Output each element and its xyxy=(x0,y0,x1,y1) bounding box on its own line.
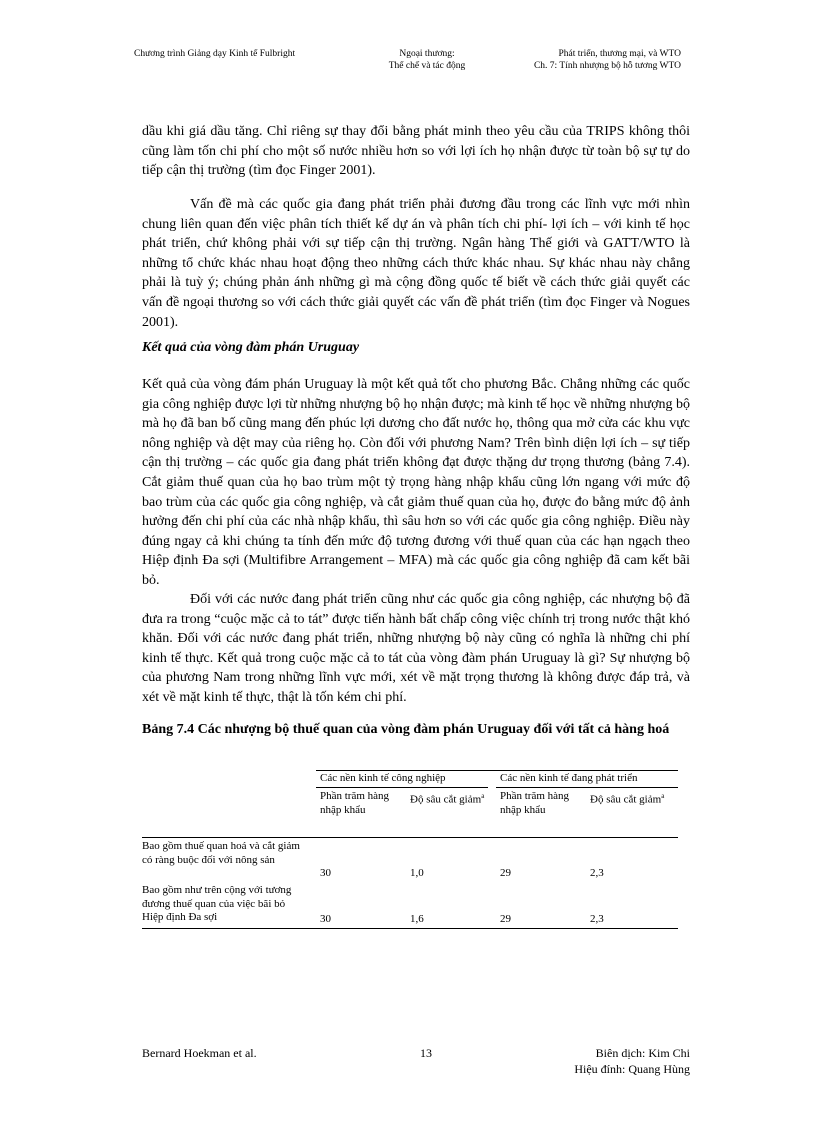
header-middle xyxy=(387,48,467,72)
table-row-1-ind-share: 30 xyxy=(320,867,331,879)
table-row-1-dev-depth: 2,3 xyxy=(590,867,604,879)
paragraph-3: Kết quả của vòng đám phán Uruguay là một kết quả tốt cho phương Bắc. Chẳng những các quốc gia công nghiệp được lợi từ những nhượng bộ họ nhận được; mà kinh tế học về những nhượng bộ mà họ đã ban bố cũng mang đến phúc lợi dương cho đất nước họ, thông qua mở cửa các khu vực nông nghiệp và dệt may của riêng họ. Còn đối với phương Nam? Trên bình diện lợi ích – sự tiếp cận thị trường – các quốc gia đang phát triển không đạt được thặng dư trọng thương (bảng 7.4). Cắt giảm thuế quan của họ bao trùm một tỷ trọng hàng nhập khẩu cũng lớn ngang với mức độ bao trùm của các quốc gia công nghiệp, và cắt giảm thuế quan của họ, được đo bằng mức độ ảnh hưởng đến chi phí của các nhà nhập khẩu, thì sâu hơn so với các quốc gia công nghiệp. Điều này đúng ngay cả khi chúng ta tính đến mức độ tương đương với thuế quan của các hạn ngạch theo Hiệp định Đa sợi (Multifibre Arrangement – MFA) mà các quốc gia công nghiệp đã cam kết bãi bỏ. xyxy=(142,377,690,588)
group-header-developing: Các nền kinh tế đang phát triển xyxy=(500,772,638,784)
table-row-1-dev-share: 29 xyxy=(500,867,511,879)
section-heading: Kết quả của vòng đàm phán Uruguay xyxy=(142,340,360,355)
header-right-line2: Ch. 7: Tính nhượng bộ hỗ tương WTO xyxy=(533,61,681,71)
footer-editor: Hiệu đính: Quang Hùng xyxy=(574,1062,690,1076)
header-right-line1: Phát triển, thương mại, và WTO xyxy=(558,49,681,59)
col-header-dev-depth-text: Độ sâu cắt giảm xyxy=(590,793,662,806)
paragraph-1: dầu khi giá dầu tăng. Chỉ riêng sự thay đổi bằng phát minh theo yêu cầu của TRIPS không thôi cũng làm tốn chi phí cho một số nước nhiều hơn so với lợi ích họ nhận được từ toàn bộ sự tự do tiếp cận thị trường (tìm đọc Finger 2001). xyxy=(142,124,690,179)
table-row-2-dev-depth: 2,3 xyxy=(590,913,604,925)
paragraph-2: Vấn đề mà các quốc gia đang phát triển phải đương đầu trong các lĩnh vực mới nhìn chung liên quan đến việc phân tích thiết kế dự án và phân tích chi phí- lợi ích – với kinh tế học phát triển, chứ không phải với sự tiếp cận thị trường. Ngân hàng Thế giới và GATT/WTO là những tổ chức khác nhau hoạt động theo những cách thức khác nhau. Sự khác nhau này chẳng phải là tuỳ ý; chúng phản ánh những gì mà cộng đồng quốc tế biết về cách thức giải quyết các vấn đề ngoại thương so với cách thức giải quyết các vấn đề phát triển (tìm đọc Finger và Nogues 2001). xyxy=(142,197,690,330)
header-right xyxy=(511,48,681,72)
paragraph-4: Đối với các nước đang phát triển cũng như các quốc gia công nghiệp, các nhượng bộ đã đưa ra trong “cuộc mặc cả to tát” được tiến hành bất chấp công việc chính trị trong nước thật khó khăn. Đối với các nước đang phát triển, những nhượng bộ này cũng có nghĩa là những chi phí kinh tế thực. Kết quả trong cuộc mặc cả to tát của vòng đàm phán Uruguay là gì? Sự nhượng bộ của phương Nam trong những lĩnh vực mới, xét về mặt trọng thương là không được đáp trả, và xét về mặt kinh tế thực, thật là tốn kém chi phí. xyxy=(142,592,690,705)
header-middle-line2: Thể chế và tác động xyxy=(388,61,466,71)
table-row-2-ind-depth: 1,6 xyxy=(410,913,424,925)
col-header-ind-depth xyxy=(410,790,490,807)
table-row-1-label: Bao gồm thuế quan hoá và cắt giảm có ràng buộc đối với nông sản xyxy=(142,840,300,866)
footer-credits xyxy=(520,1045,690,1077)
table-title: Bảng 7.4 Các nhượng bộ thuế quan của vòng đàm phán Uruguay đối với tất cả hàng hoá xyxy=(142,722,670,737)
table-row-1-ind-depth: 1,0 xyxy=(410,867,424,879)
table-header-rule xyxy=(142,837,678,838)
table-row-2-dev-share: 29 xyxy=(500,913,511,925)
footer-author: Bernard Hoekman et al. xyxy=(142,1046,257,1060)
table-row-2-label: Bao gồm như trên cộng với tương đương thuế quan của việc bãi bỏ Hiệp định Đa sợi xyxy=(142,884,292,923)
group-rule-industrial xyxy=(316,787,488,788)
col-header-ind-share: Phần trăm hàng nhập khẩu xyxy=(320,790,390,816)
footer-translator: Biên dịch: Kim Chi xyxy=(595,1046,690,1060)
col-header-dev-share: Phần trăm hàng nhập khẩu xyxy=(500,790,570,816)
table-bottom-rule xyxy=(142,928,678,929)
table-row-2-ind-share: 30 xyxy=(320,913,331,925)
group-rule-developing xyxy=(496,787,678,788)
col-header-dev-depth-sup: a xyxy=(661,792,665,800)
header-left: Chương trình Giảng dạy Kinh tế Fulbright xyxy=(134,49,296,59)
col-header-dev-depth xyxy=(590,790,678,807)
group-header-industrial: Các nền kinh tế công nghiệp xyxy=(320,772,446,784)
col-header-ind-depth-sup: a xyxy=(481,792,485,800)
table-top-rule xyxy=(316,770,678,771)
col-header-ind-depth-text: Độ sâu cắt giảm xyxy=(410,793,482,806)
header-middle-line1: Ngoại thương: xyxy=(399,49,455,59)
footer-page-number: 13 xyxy=(420,1046,432,1060)
